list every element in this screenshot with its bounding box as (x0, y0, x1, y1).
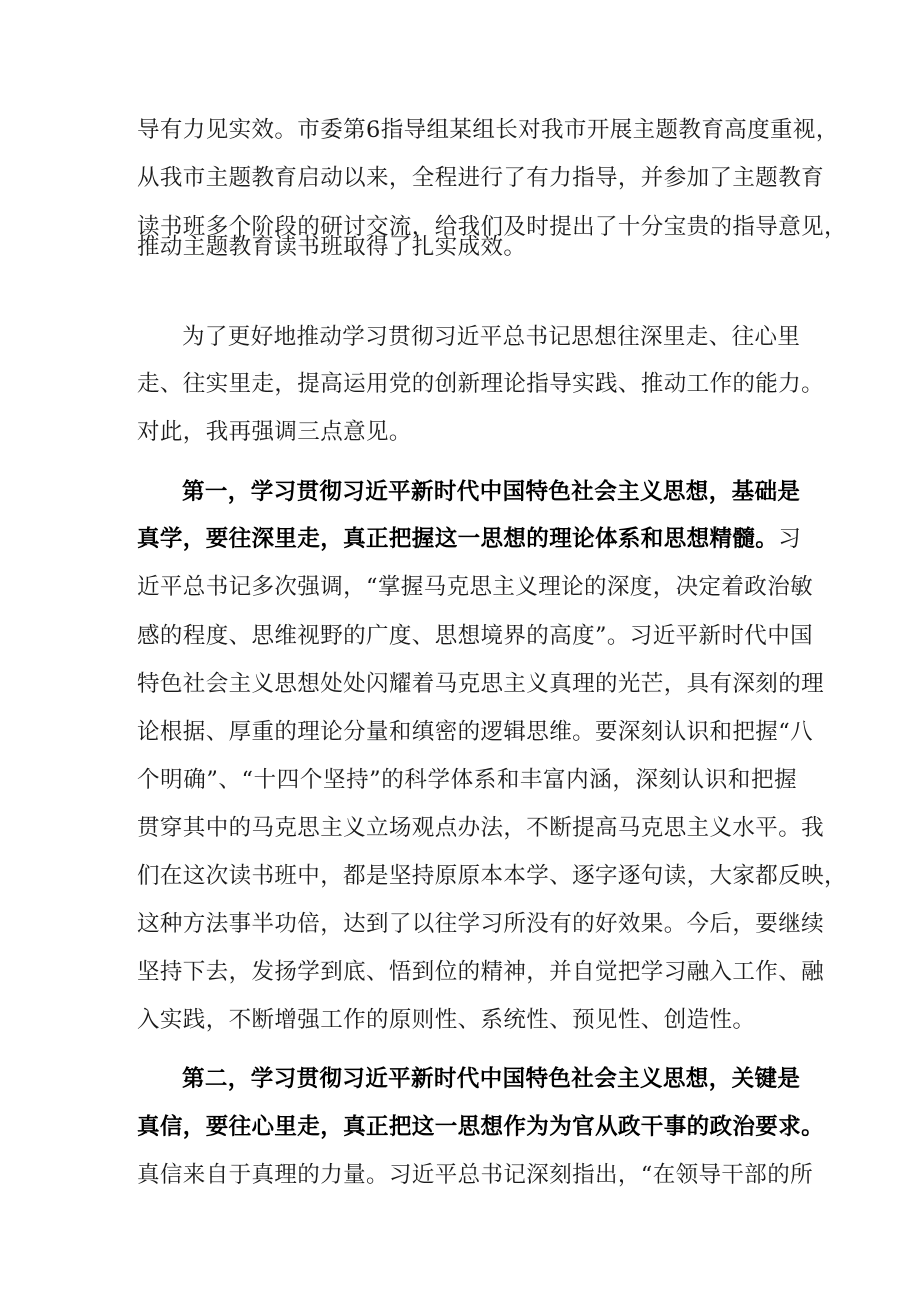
paragraph-1-line-3: 读书班多个阶段的研讨交流，给我们及时提出了十分宝贵的指导意见， (137, 214, 847, 240)
paragraph-3-bold-line-2: 真学，要往深里走，真正把握这一思想的理论体系和思想精髓。 (137, 526, 779, 552)
paragraph-3-line-10: 这种方法事半功倍，达到了以往学习所没有的好效果。今后，要继续 (137, 911, 825, 937)
paragraph-3-line-2-tail: 习 (778, 526, 802, 552)
paragraph-3-line-7: 个明确”、“十四个坚持”的科学体系和丰富内涵，深刻认识和把握 (137, 767, 797, 793)
paragraph-3-line-6: 论根据、厚重的理论分量和缜密的逻辑思维。要深刻认识和把握“八 (137, 719, 814, 745)
paragraph-3-line-9: 们在这次读书班中，都是坚持原原本本学、逐字逐句读，大家都反映， (137, 863, 847, 889)
paragraph-4-bold-line-1: 第二，学习贯彻习近平新时代中国特色社会主义思想，关键是 (182, 1066, 801, 1092)
paragraph-2-line-2: 走、往实里走，提高运用党的创新理论指导实践、推动工作的能力。 (137, 371, 825, 397)
paragraph-3-line-5: 特色社会主义思想处处闪耀着马克思主义真理的光芒，具有深刻的理 (137, 671, 825, 697)
paragraph-2-line-1: 为了更好地推动学习贯彻习近平总书记思想往深里走、往心里 (182, 324, 801, 350)
paragraph-3-line-2 (137, 524, 802, 554)
paragraph-3-line-11: 坚持下去，发扬学到底、悟到位的精神，并自觉把学习融入工作、融 (137, 959, 825, 985)
paragraph-3-line-8: 贯穿其中的马克思主义立场观点办法，不断提高马克思主义水平。我 (137, 815, 825, 841)
paragraph-3-bold-line-1: 第一，学习贯彻习近平新时代中国特色社会主义思想，基础是 (182, 479, 801, 505)
paragraph-4-line-3: 真信来自于真理的力量。习近平总书记深刻指出，“在领导干部的所 (137, 1162, 814, 1188)
paragraph-1-line-2: 从我市主题教育启动以来，全程进行了有力指导，并参加了主题教育 (137, 165, 825, 191)
paragraph-3-line-3: 近平总书记多次强调，“掌握马克思主义理论的深度，决定着政治敏 (137, 574, 814, 600)
paragraph-1-line-1: 导有力见实效。市委第6指导组某组长对我市开展主题教育高度重视， (137, 117, 839, 143)
paragraph-3-line-12: 入实践，不断增强工作的原则性、系统性、预见性、创造性。 (137, 1007, 756, 1033)
paragraph-1-line-4: 推动主题教育读书班取得了扎实成效。 (137, 234, 527, 260)
paragraph-2-line-3: 对此，我再强调三点意见。 (137, 419, 412, 445)
paragraph-3-line-4: 感的程度、思维视野的广度、思想境界的高度”。习近平新时代中国 (137, 623, 814, 649)
paragraph-4-bold-line-2: 真信，要往心里走，真正把这一思想作为为官从政干事的政治要求。 (137, 1114, 825, 1140)
